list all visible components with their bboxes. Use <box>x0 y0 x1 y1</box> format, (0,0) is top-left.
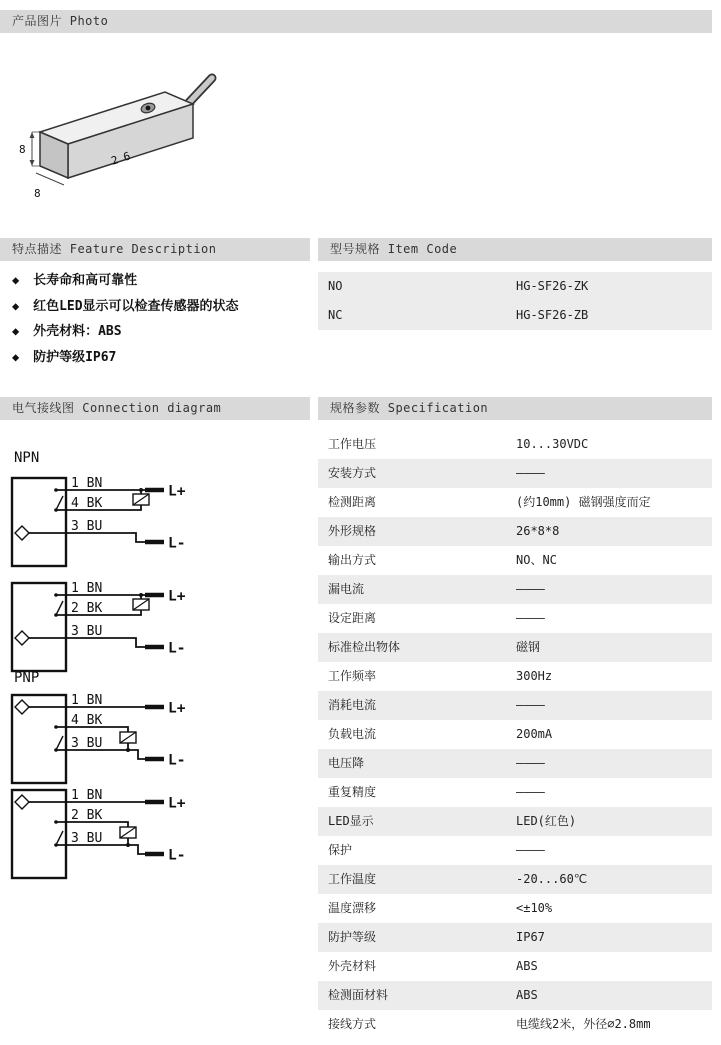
spec-row <box>318 662 712 691</box>
spec-row <box>318 633 712 662</box>
feature-list <box>12 268 312 370</box>
sensor-box <box>12 478 66 566</box>
terminal-minus-label: L- <box>168 847 186 864</box>
spec-label: 设定距离 <box>328 611 377 625</box>
itemcode-section-title: 型号规格 Item Code <box>330 242 458 256</box>
spec-row <box>318 720 712 749</box>
wire-label-bk: 2 BK <box>71 808 103 823</box>
dimension-height-label: 8 <box>19 143 26 156</box>
spec-value: ———— <box>516 756 545 770</box>
spec-value: 10...30VDC <box>516 437 589 451</box>
pnp-wiring-diagram-2 <box>10 788 240 880</box>
spec-value: <±10% <box>516 901 553 915</box>
terminal-plus-label: L+ <box>168 588 186 605</box>
wire-label-bk: 2 BK <box>71 601 103 616</box>
spec-label: 重复精度 <box>328 785 377 799</box>
feature-item <box>12 345 312 371</box>
spec-row <box>318 981 712 1010</box>
photo-section-header <box>0 10 712 33</box>
spec-label: 接线方式 <box>328 1017 377 1031</box>
item-code-row <box>318 272 712 301</box>
spec-row <box>318 691 712 720</box>
spec-table <box>318 430 712 1039</box>
sensor-box <box>12 583 66 671</box>
spec-row <box>318 604 712 633</box>
pnp-group-label: PNP <box>14 670 40 686</box>
spec-row <box>318 488 712 517</box>
wire-label-bn: 1 BN <box>71 476 103 491</box>
terminal-minus-label: L- <box>168 640 186 657</box>
height-dimension <box>30 132 41 166</box>
feature-item <box>12 294 312 320</box>
itemcode-section-header <box>318 238 712 261</box>
feature-text: 外壳材料：ABS <box>33 324 122 339</box>
spec-section-title: 规格参数 Specification <box>330 401 489 415</box>
terminal-minus-label: L- <box>168 752 186 769</box>
spec-label: 外壳材料 <box>328 959 377 973</box>
spec-value: ———— <box>516 611 545 625</box>
diamond-bullet-icon: ◆ <box>12 273 20 287</box>
spec-value: ———— <box>516 582 545 596</box>
spec-row <box>318 778 712 807</box>
dimension-length-label: 26 <box>109 147 138 168</box>
item-code-table <box>318 272 712 330</box>
spec-label: 保护 <box>328 843 353 857</box>
terminal-minus-label: L- <box>168 535 186 552</box>
features-section-header <box>0 238 310 261</box>
npn-wiring-diagram-2 <box>10 581 240 673</box>
item-code-type: NO <box>328 279 343 293</box>
dimension-width-label: 8 <box>34 187 41 200</box>
spec-value: ———— <box>516 698 545 712</box>
diamond-bullet-icon: ◆ <box>12 349 20 364</box>
spec-value: 200mA <box>516 727 553 741</box>
connection-diagrams <box>10 448 310 888</box>
spec-row <box>318 575 712 604</box>
npn-wiring-diagram-1 <box>10 476 240 568</box>
spec-label: 工作温度 <box>328 872 377 886</box>
spec-row <box>318 836 712 865</box>
spec-value: 300Hz <box>516 669 553 683</box>
pnp-wiring-diagram-1 <box>10 693 240 785</box>
spec-label: 漏电流 <box>328 582 365 596</box>
spec-row <box>318 546 712 575</box>
spec-row <box>318 749 712 778</box>
spec-row <box>318 894 712 923</box>
wire-label-bn: 1 BN <box>71 581 103 596</box>
terminal-plus-label: L+ <box>168 795 186 812</box>
spec-value: (约10mm) 磁钢强度而定 <box>516 495 651 509</box>
photo-section-title: 产品图片 Photo <box>12 14 109 28</box>
spec-label: 电压降 <box>328 756 365 770</box>
wire-label-bu: 3 BU <box>71 831 103 846</box>
terminal-plus-label: L+ <box>168 483 186 500</box>
spec-label: 温度漂移 <box>328 901 377 915</box>
item-code-type: NC <box>328 308 343 322</box>
spec-value: ———— <box>516 466 545 480</box>
wire-label-bk: 4 BK <box>71 713 103 728</box>
spec-label: 检测面材料 <box>328 988 389 1002</box>
diamond-bullet-icon: ◆ <box>12 298 20 313</box>
spec-value: LED(红色) <box>516 814 577 828</box>
spec-value: ———— <box>516 843 545 857</box>
spec-label: 工作频率 <box>328 669 377 683</box>
spec-row <box>318 517 712 546</box>
spec-label: 检测距离 <box>328 495 377 509</box>
wire-label-bu: 3 BU <box>71 624 103 639</box>
feature-item <box>12 319 312 345</box>
wire-label-bu: 3 BU <box>71 736 103 751</box>
spec-label: 防护等级 <box>328 930 377 944</box>
feature-text: 长寿命和高可靠性 <box>33 273 138 288</box>
spec-row <box>318 459 712 488</box>
spec-value: ———— <box>516 785 545 799</box>
npn-group-label: NPN <box>14 450 40 466</box>
product-photo <box>6 40 220 205</box>
spec-value: 电缆线2米，外径∅2.8mm <box>516 1017 651 1031</box>
wire-label-bk: 4 BK <box>71 496 103 511</box>
spec-label: 外形规格 <box>328 524 377 538</box>
feature-item <box>12 268 312 294</box>
spec-value: NO、NC <box>516 553 557 567</box>
spec-label: 输出方式 <box>328 553 377 567</box>
spec-section-header <box>318 397 712 420</box>
spec-label: 标准检出物体 <box>328 640 401 654</box>
diamond-bullet-icon: ◆ <box>12 324 20 338</box>
item-code-row <box>318 301 712 330</box>
spec-label: LED显示 <box>328 814 374 828</box>
spec-row <box>318 865 712 894</box>
spec-value: IP67 <box>516 930 545 944</box>
spec-value: 26*8*8 <box>516 524 560 538</box>
spec-value: 磁钢 <box>516 640 541 654</box>
item-code-value: HG-SF26-ZB <box>516 308 589 322</box>
spec-row <box>318 923 712 952</box>
features-section-title: 特点描述 Feature Description <box>12 242 217 256</box>
spec-label: 负载电流 <box>328 727 377 741</box>
terminal-plus-label: L+ <box>168 700 186 717</box>
feature-text: 红色LED显示可以检查传感器的状态 <box>33 298 239 314</box>
spec-row <box>318 430 712 459</box>
feature-text: 防护等级IP67 <box>33 349 117 365</box>
spec-value: ABS <box>516 988 538 1002</box>
wire-label-bn: 1 BN <box>71 788 103 803</box>
spec-row <box>318 952 712 981</box>
spec-row <box>318 807 712 836</box>
sensor-drawing <box>6 40 220 205</box>
spec-label: 工作电压 <box>328 437 377 451</box>
spec-value: ABS <box>516 959 538 973</box>
connection-section-title: 电气接线图 Connection diagram <box>12 401 222 415</box>
item-code-value: HG-SF26-ZK <box>516 279 589 293</box>
spec-label: 安装方式 <box>328 466 377 480</box>
spec-label: 消耗电流 <box>328 698 377 712</box>
connection-section-header <box>0 397 310 420</box>
wire-label-bu: 3 BU <box>71 519 103 534</box>
spec-row <box>318 1010 712 1039</box>
spec-value: -20...60℃ <box>516 872 588 886</box>
wire-label-bn: 1 BN <box>71 693 103 708</box>
